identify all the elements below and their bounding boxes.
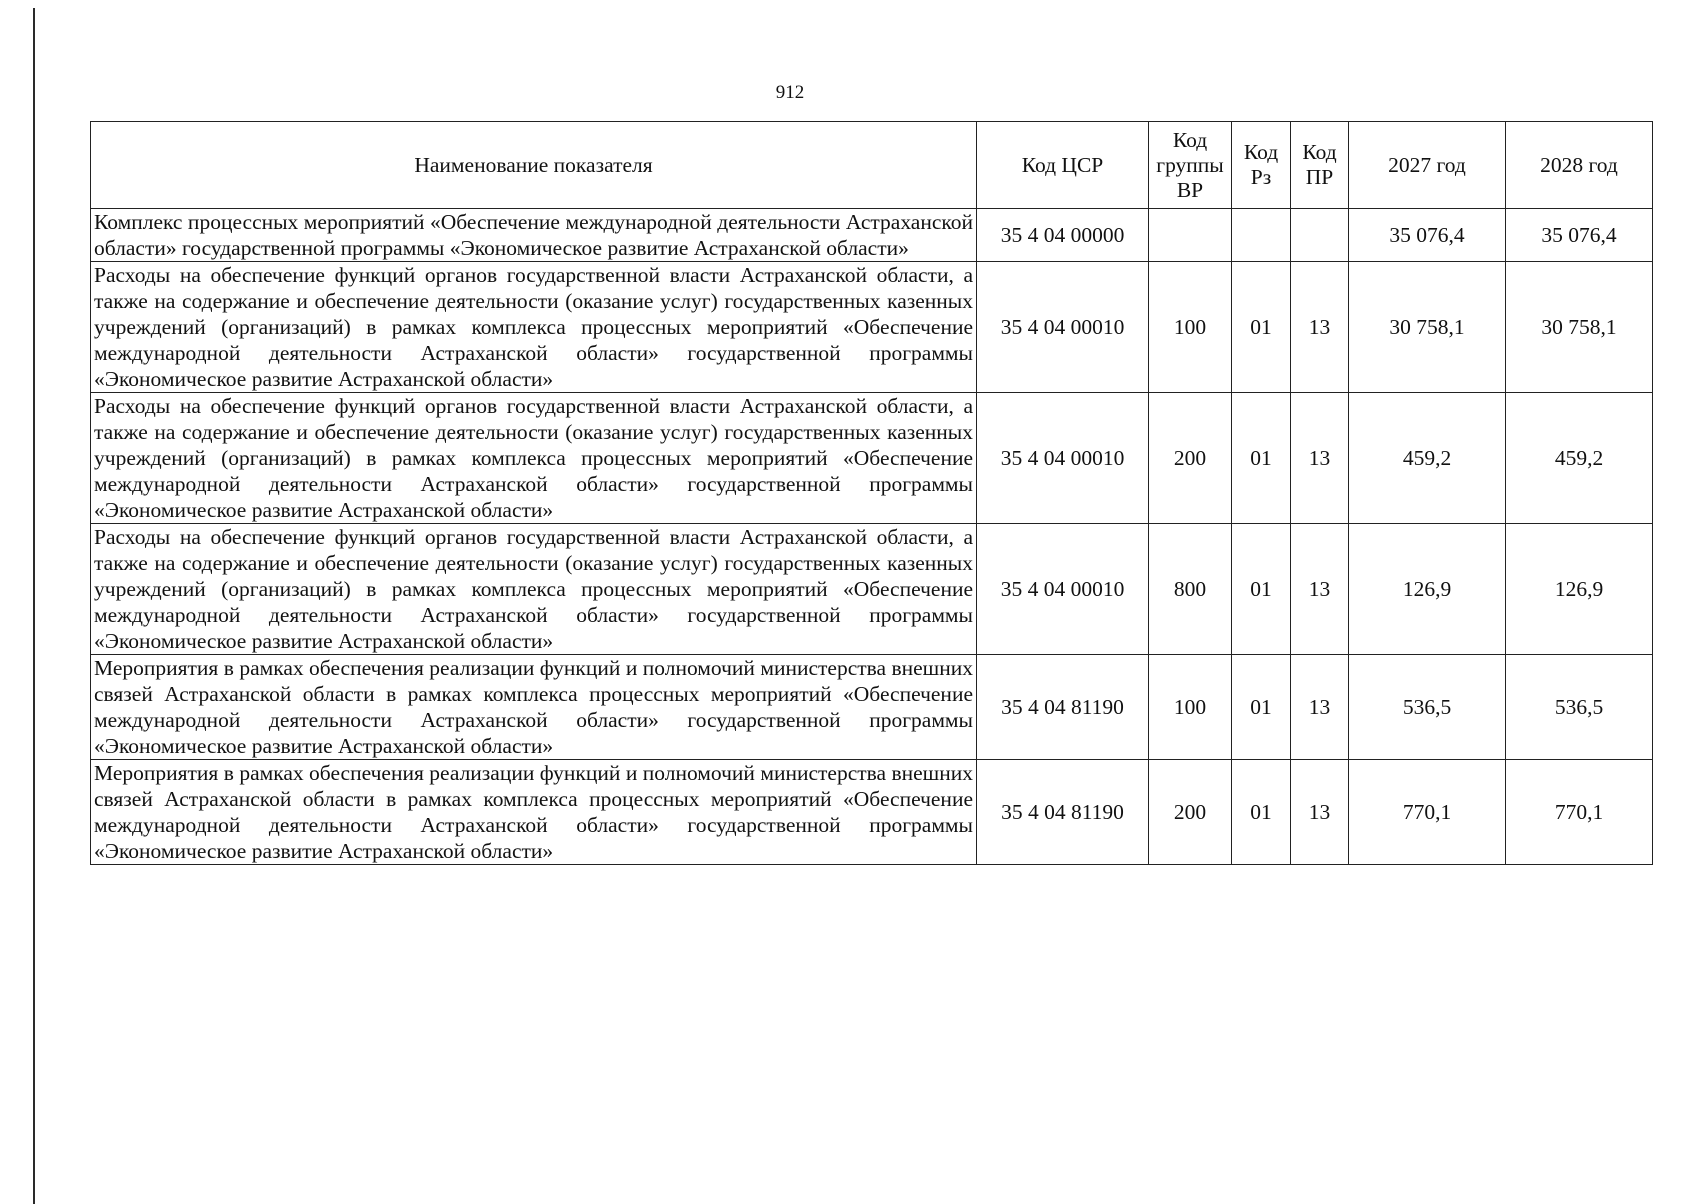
header-csr-code: Код ЦСР [977, 122, 1149, 209]
row-csr-code: 35 4 04 00010 [977, 262, 1149, 393]
row-vr-code: 100 [1149, 655, 1232, 760]
row-name: Комплекс процессных мероприятий «Обеспечение международной деятельности Астраханской области» государственной программы «Экономическое развитие Астраханской области» [91, 209, 977, 262]
table-row [91, 262, 1653, 393]
row-csr-code: 35 4 04 00010 [977, 393, 1149, 524]
row-rz-code: 01 [1232, 655, 1291, 760]
row-amount-2028: 459,2 [1506, 393, 1653, 524]
header-row [91, 122, 1653, 209]
row-name: Мероприятия в рамках обеспечения реализации функций и полномочий министерства внешних связей Астраханской области в рамках комплекса процессных мероприятий «Обеспечение международной деятельности Астраханской области» государственной программы «Экономическое развитие Астраханской области» [91, 760, 977, 865]
page-number: 912 [775, 82, 805, 103]
row-amount-2028: 770,1 [1506, 760, 1653, 865]
row-vr-code: 800 [1149, 524, 1232, 655]
header-vr-code: Код группы ВР [1149, 122, 1232, 209]
row-amount-2028: 536,5 [1506, 655, 1653, 760]
row-csr-code: 35 4 04 81190 [977, 760, 1149, 865]
table-header [91, 122, 1653, 209]
row-name: Расходы на обеспечение функций органов государственной власти Астраханской области, а также на содержание и обеспечение деятельности (оказание услуг) государственных казенных учреждений (организаций) в рамках комплекса процессных мероприятий «Обеспечение международной деятельности Астраханской области» государственной программы «Экономическое развитие Астраханской области» [91, 262, 977, 393]
binding-margin-line [33, 8, 35, 1204]
row-vr-code [1149, 209, 1232, 262]
header-year-2028: 2028 год [1506, 122, 1653, 209]
row-amount-2028: 35 076,4 [1506, 209, 1653, 262]
row-vr-code: 200 [1149, 393, 1232, 524]
row-csr-code: 35 4 04 81190 [977, 655, 1149, 760]
row-amount-2027: 459,2 [1349, 393, 1506, 524]
row-csr-code: 35 4 04 00000 [977, 209, 1149, 262]
row-pr-code: 13 [1291, 760, 1349, 865]
table-row [91, 655, 1653, 760]
row-rz-code: 01 [1232, 524, 1291, 655]
row-pr-code: 13 [1291, 262, 1349, 393]
budget-table [90, 121, 1653, 865]
row-amount-2027: 30 758,1 [1349, 262, 1506, 393]
row-amount-2027: 536,5 [1349, 655, 1506, 760]
row-amount-2027: 770,1 [1349, 760, 1506, 865]
header-year-2027: 2027 год [1349, 122, 1506, 209]
row-rz-code [1232, 209, 1291, 262]
table-row [91, 393, 1653, 524]
row-amount-2027: 126,9 [1349, 524, 1506, 655]
row-rz-code: 01 [1232, 760, 1291, 865]
table-row [91, 209, 1653, 262]
row-rz-code: 01 [1232, 393, 1291, 524]
row-pr-code: 13 [1291, 393, 1349, 524]
row-vr-code: 100 [1149, 262, 1232, 393]
header-rz-code: Код Рз [1232, 122, 1291, 209]
row-csr-code: 35 4 04 00010 [977, 524, 1149, 655]
row-pr-code [1291, 209, 1349, 262]
header-pr-code: Код ПР [1291, 122, 1349, 209]
row-amount-2027: 35 076,4 [1349, 209, 1506, 262]
row-pr-code: 13 [1291, 655, 1349, 760]
row-rz-code: 01 [1232, 262, 1291, 393]
row-pr-code: 13 [1291, 524, 1349, 655]
row-name: Расходы на обеспечение функций органов государственной власти Астраханской области, а также на содержание и обеспечение деятельности (оказание услуг) государственных казенных учреждений (организаций) в рамках комплекса процессных мероприятий «Обеспечение международной деятельности Астраханской области» государственной программы «Экономическое развитие Астраханской области» [91, 393, 977, 524]
table-row [91, 760, 1653, 865]
row-vr-code: 200 [1149, 760, 1232, 865]
table-body [91, 209, 1653, 865]
row-name: Мероприятия в рамках обеспечения реализации функций и полномочий министерства внешних связей Астраханской области в рамках комплекса процессных мероприятий «Обеспечение международной деятельности Астраханской области» государственной программы «Экономическое развитие Астраханской области» [91, 655, 977, 760]
row-amount-2028: 126,9 [1506, 524, 1653, 655]
table-row [91, 524, 1653, 655]
row-name: Расходы на обеспечение функций органов государственной власти Астраханской области, а также на содержание и обеспечение деятельности (оказание услуг) государственных казенных учреждений (организаций) в рамках комплекса процессных мероприятий «Обеспечение международной деятельности Астраханской области» государственной программы «Экономическое развитие Астраханской области» [91, 524, 977, 655]
row-amount-2028: 30 758,1 [1506, 262, 1653, 393]
header-name: Наименование показателя [91, 122, 977, 209]
